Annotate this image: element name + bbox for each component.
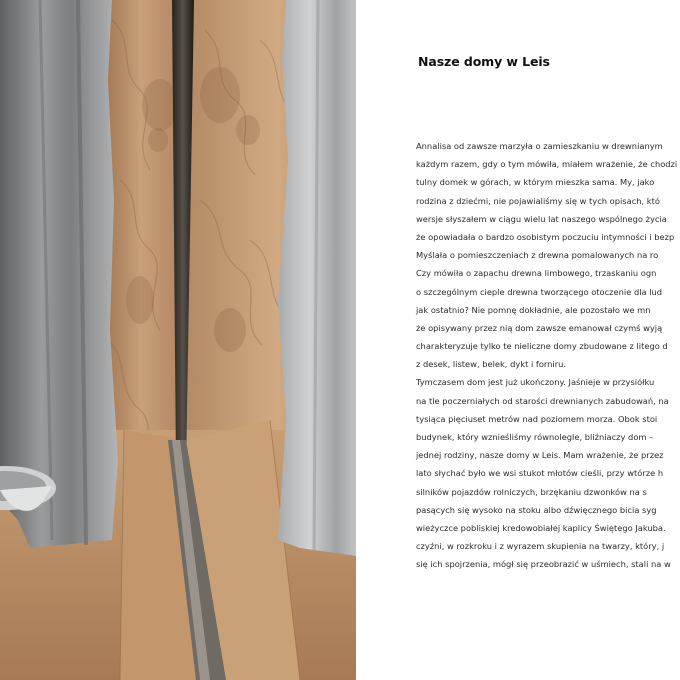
text-line: lato słychać było we wsi stukot młotów cieśli, przy wtórze h [416, 468, 664, 479]
text-line: pasących się wysoko na stoku albo dźwięcznego bicia syg [416, 504, 657, 515]
text-line: wersje słyszałem w ciągu wielu lat naszego wspólnego życia [416, 213, 667, 224]
text-line: że opowiadała o bardzo osobistym poczuciu intymności i bezp [416, 231, 675, 242]
text-line: że opisywany przez nią dom zawsze emanował czymś wyją [416, 322, 663, 333]
text-line: tulny domek w górach, w którym mieszka sama. My, jako [416, 177, 655, 188]
text-line: Annalisa od zawsze marzyła o zamieszkaniu w drewnianym [416, 141, 663, 151]
text-line: czyźni, w rozkroku i z wyrazem skupienia na twarzy, który, j [416, 541, 665, 552]
body-text [416, 137, 680, 574]
text-line: Czy mówiła o zapachu drewna limbowego, trzaskaniu ogn [416, 268, 657, 279]
text-line: na tle poczerniałych od starości drewnianych zabudowań, na [416, 395, 669, 406]
text-line: tysiąca pięciuset metrów nad poziomem morza. Obok stoi [416, 413, 658, 424]
chapter-title: Nasze domy w Leis [418, 54, 550, 69]
text-line: budynek, który wznieśliśmy równolegle, bliźniaczy dom – [416, 432, 654, 442]
text-line: jednej rodziny, nasze domy w Leis. Mam wrażenie, że przez [416, 450, 664, 461]
text-line: charakteryzuje tylko te nieliczne domy zbudowane z litego d [416, 341, 668, 352]
text-page [356, 0, 680, 680]
text-line: o szczególnym cieple drewna tworzącego otoczenie dla lud [416, 286, 663, 297]
text-line: się ich spojrzenia, mógł się przeobrazić w uśmiech, stali na w [416, 559, 671, 570]
text-line: każdym razem, gdy o tym mówiła, miałem wrażenie, że chodzi [416, 159, 678, 170]
text-line: silników pojazdów rolniczych, brzękaniu dzwonków na s [416, 486, 647, 497]
text-line: wieżyczce pobliskiej kredowobiałej kaplicy Świętego Jakuba. [416, 522, 666, 533]
text-line: Myślała o pomieszczeniach z drewna pomalowanych na ro [416, 250, 659, 261]
text-line: jak ostatnio? Nie pomnę dokładnie, ale pozostało we mn [416, 304, 651, 315]
text-line: rodzina z dziećmi, nie pojawialiśmy się w tych opisach, któ [416, 195, 660, 206]
text-line: z desek, listew, belek, dykt i forniru. [416, 359, 567, 370]
text-line: Tymczasem dom jest już ukończony. Jaśnieje w przysiółku [416, 377, 655, 388]
